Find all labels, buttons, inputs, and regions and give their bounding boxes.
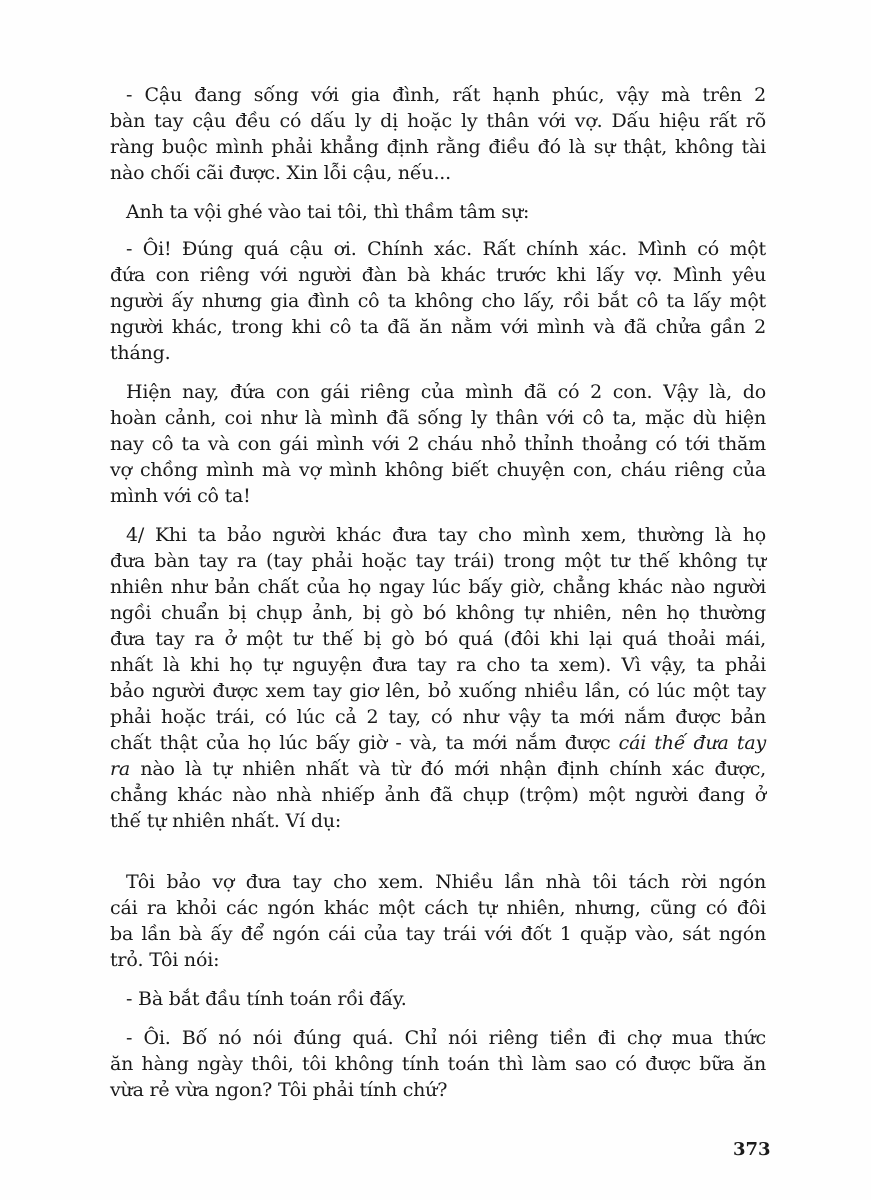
paragraph-3-line-5: tháng. [110,342,171,364]
paragraph-7-line-1: - Bà bắt đầu tính toán rồi đấy. [126,988,407,1010]
paragraph-5-line-1: 4/ Khi ta bảo người khác đưa tay cho mình xem, thường là họ [126,524,766,546]
paragraph-3-line-2: đứa con riêng với người đàn bà khác trước khi lấy vợ. Mình yêu [110,264,766,286]
paragraph-5-line-12: thế tự nhiên nhất. Ví dụ: [110,810,342,832]
paragraph-4-line-3: nay cô ta và con gái mình với 2 cháu nhỏ thỉnh thoảng có tới thăm [110,433,766,455]
paragraph-5-line-2: đưa bàn tay ra (tay phải hoặc tay trái) trong một tư thế không tự [110,550,766,572]
paragraph-6-line-4: trỏ. Tôi nói: [110,949,220,971]
paragraph-4-line-1: Hiện nay, đứa con gái riêng của mình đã có 2 con. Vậy là, do [126,381,766,403]
page-number: 373 [733,1139,771,1160]
paragraph-2-line-1: Anh ta vội ghé vào tai tôi, thì thầm tâm sự: [126,201,530,223]
paragraph-5-line-9 [110,730,766,756]
paragraph-5-line-8: phải hoặc trái, có lúc cả 2 tay, có như vậy ta mới nắm được bản [110,706,766,728]
paragraph-3-line-1: - Ôi! Đúng quá cậu ơi. Chính xác. Rất chính xác. Mình có một [126,238,766,260]
paragraph-5-line-11: chẳng khác nào nhà nhiếp ảnh đã chụp (trộm) một người đang ở [110,784,766,806]
italic-phrase-end: ra [110,758,131,780]
paragraph-5-line-7: bảo người được xem tay giơ lên, bỏ xuống nhiều lần, có lúc một tay [110,680,766,702]
line-text: nào là tự nhiên nhất và từ đó mới nhận định chính xác được, [130,758,766,780]
paragraph-5-line-10 [110,756,766,782]
italic-phrase: cái thế đưa tay [618,732,767,754]
paragraph-3-line-3: người ấy nhưng gia đình cô ta không cho lấy, rồi bắt cô ta lấy một [110,290,766,312]
paragraph-6-line-3: ba lần bà ấy để ngón cái của tay trái với đốt 1 quặp vào, sát ngón [110,923,766,945]
paragraph-5-line-6: nhất là khi họ tự nguyện đưa tay ra cho ta xem). Vì vậy, ta phải [110,654,766,676]
paragraph-4-line-2: hoàn cảnh, coi như là mình đã sống ly thân với cô ta, mặc dù hiện [110,407,766,429]
paragraph-6-line-1: Tôi bảo vợ đưa tay cho xem. Nhiều lần nhà tôi tách rời ngón [126,871,766,893]
line-text: chất thật của họ lúc bấy giờ - và, ta mới nắm được [110,732,619,754]
paragraph-4-line-5: mình với cô ta! [110,485,251,507]
paragraph-3-line-4: người khác, trong khi cô ta đã ăn nằm với mình và đã chửa gần 2 [110,316,766,338]
paragraph-6-line-2: cái ra khỏi các ngón khác một cách tự nhiên, nhưng, cũng có đôi [110,897,766,919]
paragraph-5-line-3: nhiên như bản chất của họ ngay lúc bấy giờ, chẳng khác nào người [110,576,766,598]
paragraph-1-line-1: - Cậu đang sống với gia đình, rất hạnh phúc, vậy mà trên 2 [126,84,766,106]
paragraph-8-line-3: vừa rẻ vừa ngon? Tôi phải tính chứ? [110,1079,448,1101]
paragraph-1-line-4: nào chối cãi được. Xin lỗi cậu, nếu... [110,162,451,184]
paragraph-1-line-2: bàn tay cậu đều có dấu ly dị hoặc ly thân với vợ. Dấu hiệu rất rõ [110,110,766,132]
paragraph-8-line-1: - Ôi. Bố nó nói đúng quá. Chỉ nói riêng tiền đi chợ mua thức [126,1027,766,1049]
paragraph-1-line-3: ràng buộc mình phải khẳng định rằng điều đó là sự thật, không tài [110,136,766,158]
paragraph-8-line-2: ăn hàng ngày thôi, tôi không tính toán thì làm sao có được bữa ăn [110,1053,766,1075]
paragraph-4-line-4: vợ chồng mình mà vợ mình không biết chuyện con, cháu riêng của [110,459,766,481]
paragraph-5-line-5: đưa tay ra ở một tư thế bị gò bó quá (đôi khi lại quá thoải mái, [110,628,766,650]
paragraph-5-line-4: ngồi chuẩn bị chụp ảnh, bị gò bó không tự nhiên, nên họ thường [110,602,766,624]
